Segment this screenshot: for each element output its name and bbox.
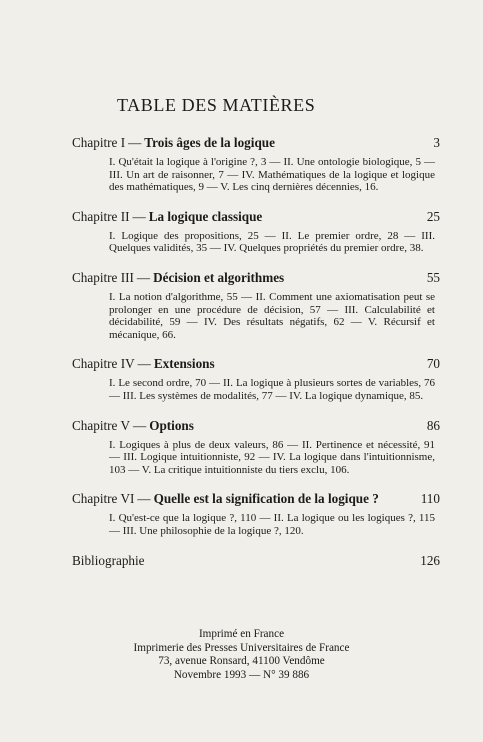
chapter-heading (72, 417, 440, 434)
toc-entry-chapter-1 (72, 134, 440, 194)
toc-entry-chapter-3 (72, 269, 440, 341)
chapter-heading (72, 355, 440, 372)
chapter-heading (72, 134, 440, 151)
toc-entry-bibliography (72, 552, 440, 569)
colophon-print-date: Novembre 1993 — N° 39 886 (173, 668, 310, 681)
colophon-address: 73, avenue Ronsard, 41100 Vendôme (158, 655, 325, 668)
toc-entry-chapter-2 (72, 208, 440, 255)
chapter-title: Options (149, 417, 194, 433)
toc-entry-chapter-5 (72, 417, 440, 477)
chapter-dash: — (137, 491, 151, 507)
chapter-page-number: 110 (420, 491, 440, 507)
chapter-page-number: 70 (426, 356, 440, 372)
chapter-summary: I. Logiques à plus de deux valeurs, 86 — II. Pertinence et nécessité, 91 — III. Logique intuitionniste, 92 — IV. La logique dans l'intuitionnisme, 103 — V. La critique intuitionniste du tiers exclu, 106. (109, 438, 435, 476)
chapter-page-number: 25 (426, 208, 440, 224)
chapter-title: Extensions (153, 356, 215, 372)
chapter-summary: I. Qu'était la logique à l'origine ?, 3 — II. Une ontologie biologique, 5 — III. Un art de raisonner, 7 — IV. Mathématiques de la logique et logique des mathématiques, 9 — V. Les cinq dernières décennies, 16. (109, 156, 435, 194)
colophon-printed-in: Imprimé en France (198, 628, 285, 640)
table-of-contents (72, 134, 440, 583)
chapter-heading (72, 490, 440, 507)
chapter-number: Chapitre I (72, 135, 126, 150)
printer-colophon (0, 628, 483, 682)
page-title: TABLE DES MATIÈRES (117, 95, 316, 115)
chapter-dash: — (137, 356, 151, 372)
chapter-dash: — (133, 417, 147, 433)
chapter-title: Trois âges de la logique (144, 135, 275, 150)
bibliography-label: Bibliographie (72, 552, 145, 568)
chapter-number: Chapitre VI (72, 491, 135, 507)
chapter-number: Chapitre V (72, 417, 130, 433)
chapter-page-number: 86 (426, 417, 440, 433)
chapter-number: Chapitre II (72, 208, 130, 224)
chapter-summary: I. Le second ordre, 70 — II. La logique à plusieurs sortes de variables, 76 — III. Les systèmes de modalités, 77 — IV. La logique dynamique, 85. (109, 377, 435, 402)
chapter-number: Chapitre III (72, 269, 134, 285)
chapter-summary: I. Logique des propositions, 25 — II. Le premier ordre, 28 — III. Quelques validités, 35 — IV. Quelques propriétés du premier ordre, 38. (109, 229, 435, 255)
chapter-summary: I. La notion d'algorithme, 55 — II. Comment une axiomatisation peut se prolonger en une procédure de décision, 57 — III. Calculabilité et décidabilité, 59 — IV. Des résultats négatifs, 62 — V. Récursif et mécanique, 66. (109, 290, 435, 341)
chapter-dash: — (128, 135, 142, 150)
chapter-heading (72, 269, 440, 286)
colophon-printer-name: Imprimerie des Presses Universitaires de France (133, 641, 350, 654)
chapter-summary: I. Qu'est-ce que la logique ?, 110 — II. La logique ou les logiques ?, 115 — III. Une philosophie de la logique ?, 120. (109, 512, 435, 537)
chapter-page-number: 55 (426, 269, 440, 285)
chapter-dash: — (132, 208, 146, 224)
chapter-dash: — (136, 269, 151, 285)
toc-entry-chapter-4 (72, 355, 440, 402)
chapter-title: Quelle est la signification de la logique ? (153, 491, 379, 507)
chapter-page-number: 3 (433, 135, 440, 150)
bibliography-page-number: 126 (420, 552, 440, 568)
toc-entry-chapter-6 (72, 490, 440, 537)
chapter-title: Décision et algorithmes (153, 269, 285, 285)
chapter-heading (72, 208, 440, 225)
chapter-title: La logique classique (148, 208, 263, 224)
chapter-number: Chapitre IV (72, 356, 135, 372)
